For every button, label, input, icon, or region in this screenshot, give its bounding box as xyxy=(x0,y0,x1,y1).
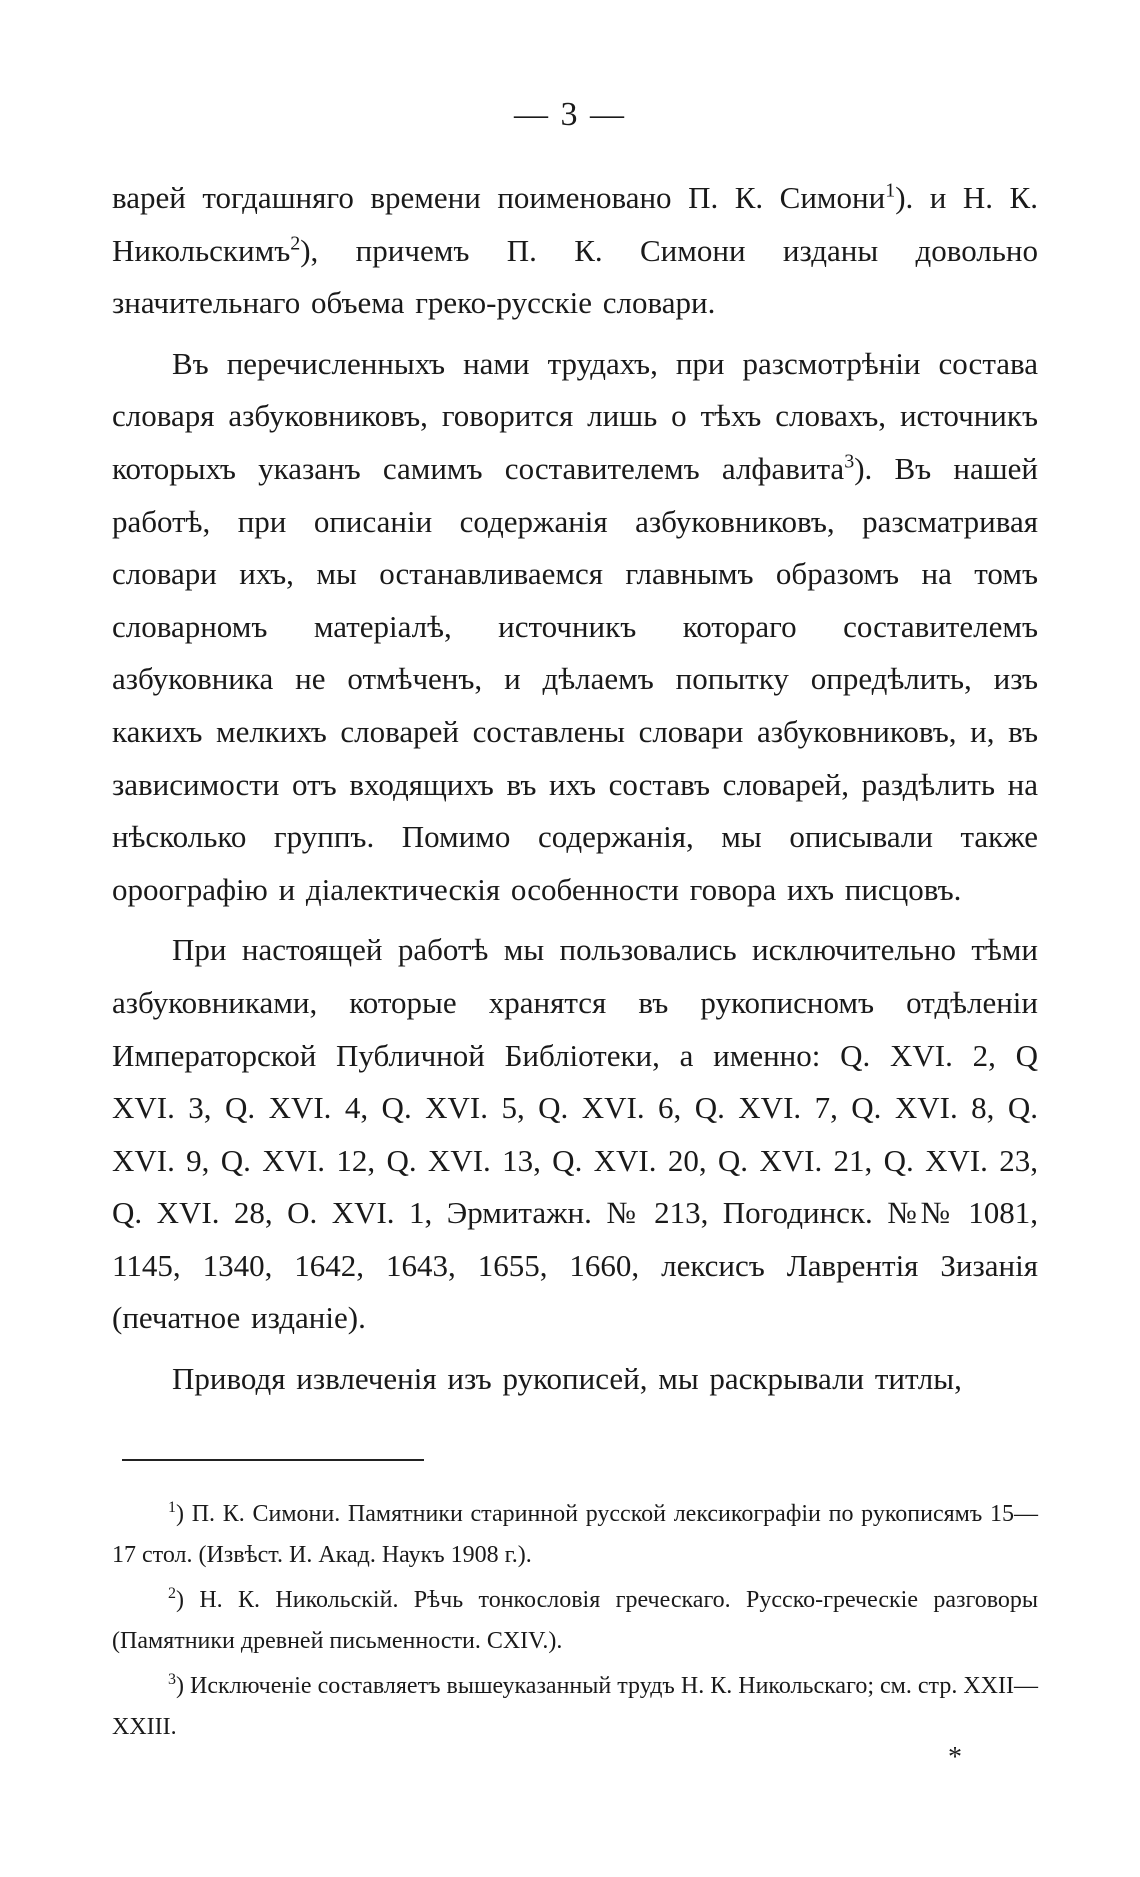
paragraph-3: При настоящей работѣ мы пользовались исключительно тѣми азбуковниками, которые хранятся въ рукописномъ отдѣленіи Императорской Публичной Библіотеки, а именно: Q. XVI. 2, Q XVI. 3, Q. XVI. 4, Q. XVI. 5, Q. XVI. 6, Q. XVI. 7, Q. XVI. 8, Q. XVI. 9, Q. XVI. 12, Q. XVI. 13, Q. XVI. 20, Q. XVI. 21, Q. XVI. 23, Q. XVI. 28, O. XVI. 1, Эрмитажн. № 213, Погодинск. №№ 1081, 1145, 1340, 1642, 1643, 1655, 1660, лексисъ Лаврентія Зизанія (печатное изданіе). xyxy=(112,932,1038,1336)
main-text xyxy=(112,172,1038,1406)
footnote-1: $^1$) П. К. Симони. Памятники старинной русской лексикографіи по рукописямъ 15—17 стол. (Извѣст. И. Акад. Наукъ 1908 г.). xyxy=(112,1499,1038,1568)
footnote-2: $^2$) Н. К. Никольскій. Рѣчь тонкословія греческаго. Русско-греческіе разговоры (Памятники древней письменности. CXIV.). xyxy=(112,1585,1038,1654)
footnote-ref-3: 3 xyxy=(844,450,855,473)
footnote-divider xyxy=(122,1459,424,1461)
footnotes xyxy=(112,1494,1038,1752)
footnote-marker: 1 xyxy=(168,1499,176,1516)
page-number: — 3 — xyxy=(514,96,626,133)
paragraph-2: Въ перечисленныхъ нами трудахъ, при разсмотрѣніи состава словаря азбуковниковъ, говорится лишь о тѣхъ словахъ, источникъ которыхъ указанъ самимъ составителемъ алфавита$^3$). Въ нашей работѣ, при описаніи содержанія азбуковниковъ, разсматривая словари ихъ, мы останавливаемся главнымъ образомъ на томъ словарномъ матеріалѣ, источникъ котораго составителемъ азбуковника не отмѣченъ, и дѣлаемъ попытку опредѣлить, изъ какихъ мелкихъ словарей составлены словари азбуковниковъ, и, въ зависимости отъ входящихъ въ ихъ составъ словарей, раздѣлить на нѣсколько группъ. Помимо содержанія, мы описывали также ороографію и діалектическія особенности говора ихъ писцовъ. xyxy=(112,345,1038,907)
footnote-3: $^3$) Исключеніе составляетъ вышеуказанный трудъ Н. К. Никольскаго; см. стр. XXII—XXIII. xyxy=(112,1671,1038,1740)
footnote-marker: 3 xyxy=(168,1671,176,1688)
paragraph-4: Приводя извлеченія изъ рукописей, мы раскрывали титлы, xyxy=(172,1361,962,1397)
footnote-ref-2: 2 xyxy=(290,232,301,255)
footnote-marker: 2 xyxy=(168,1585,176,1602)
signature-mark: * xyxy=(948,1742,962,1773)
paragraph-1: варей тогдашняго времени поименовано П. К. Симони$^1$). и Н. К. Никольскимъ$^2$), причемъ П. К. Симони изданы довольно значительнаго объема греко-русскіе словари. xyxy=(112,179,1038,321)
footnote-ref-1: 1 xyxy=(885,179,896,202)
